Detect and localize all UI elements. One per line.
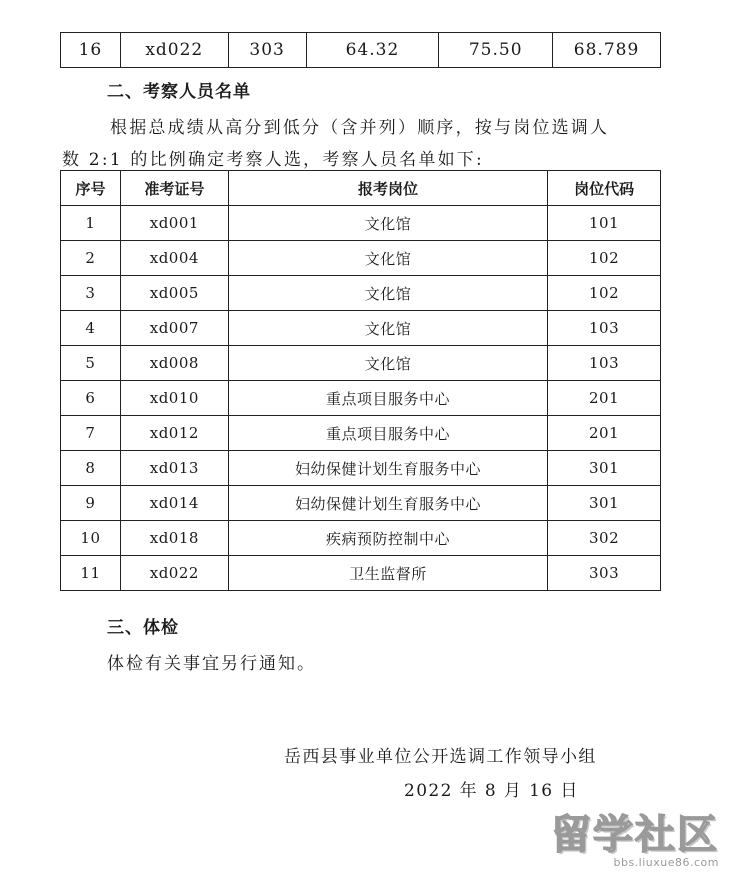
cell-exam-id: xd007	[120, 311, 228, 346]
cell-exam-id: xd005	[120, 276, 228, 311]
cell-position: 妇幼保健计划生育服务中心	[228, 486, 547, 521]
cell-total: 68.789	[553, 33, 661, 68]
cell-post-code: 303	[548, 556, 661, 591]
table-row	[61, 241, 661, 276]
cell-post-code: 103	[548, 311, 661, 346]
cell-position: 文化馆	[228, 206, 547, 241]
section2-heading: 二、考察人员名单	[107, 82, 251, 102]
cell-seq: 2	[61, 241, 121, 276]
footer-org: 岳西县事业单位公开选调工作领导小组	[284, 747, 597, 767]
cell-exam-id: xd008	[120, 346, 228, 381]
watermark-url: bbs.liuxue86.com	[613, 856, 719, 869]
watermark-logo: 留学社区	[551, 812, 719, 858]
cell-post-code: 103	[548, 346, 661, 381]
cell-post-code: 302	[548, 521, 661, 556]
cell-exam-id: xd022	[120, 33, 228, 68]
cell-position: 文化馆	[228, 241, 547, 276]
cell-rank: 16	[61, 33, 121, 68]
cell-exam-id: xd014	[120, 486, 228, 521]
footer-date: 2022 年 8 月 16 日	[404, 781, 579, 801]
table-row	[61, 486, 661, 521]
cell-post-code: 303	[228, 33, 306, 68]
cell-exam-id: xd012	[120, 416, 228, 451]
cell-post-code: 201	[548, 416, 661, 451]
col-header-exam-id: 准考证号	[120, 171, 228, 206]
cell-position: 文化馆	[228, 276, 547, 311]
cell-exam-id: xd010	[120, 381, 228, 416]
watermark	[551, 803, 719, 869]
table-row	[61, 451, 661, 486]
table-header-row	[61, 171, 661, 206]
cell-post-code: 102	[548, 241, 661, 276]
cell-seq: 4	[61, 311, 121, 346]
cell-seq: 3	[61, 276, 121, 311]
cell-seq: 10	[61, 521, 121, 556]
cell-score: 75.50	[439, 33, 553, 68]
col-header-post-code: 岗位代码	[548, 171, 661, 206]
cell-seq: 1	[61, 206, 121, 241]
cell-position: 疾病预防控制中心	[228, 521, 547, 556]
cell-exam-id: xd004	[120, 241, 228, 276]
cell-position: 重点项目服务中心	[228, 381, 547, 416]
cell-exam-id: xd022	[120, 556, 228, 591]
cell-seq: 11	[61, 556, 121, 591]
table-row	[61, 556, 661, 591]
cell-post-code: 301	[548, 451, 661, 486]
cell-seq: 5	[61, 346, 121, 381]
table-row	[61, 206, 661, 241]
cell-score: 64.32	[306, 33, 439, 68]
section3-para: 体检有关事宜另行通知。	[107, 654, 316, 674]
cell-seq: 6	[61, 381, 121, 416]
cell-position: 文化馆	[228, 346, 547, 381]
cell-seq: 7	[61, 416, 121, 451]
col-header-position: 报考岗位	[228, 171, 547, 206]
cell-post-code: 201	[548, 381, 661, 416]
table-body	[61, 206, 661, 591]
table-row	[61, 381, 661, 416]
col-header-seq: 序号	[61, 171, 121, 206]
cell-exam-id: xd013	[120, 451, 228, 486]
section3-heading: 三、体检	[107, 618, 179, 638]
cell-post-code: 101	[548, 206, 661, 241]
cell-exam-id: xd001	[120, 206, 228, 241]
score-table-last-row	[60, 32, 661, 68]
cell-exam-id: xd018	[120, 521, 228, 556]
table-row	[61, 33, 661, 68]
inspection-list-table	[60, 170, 661, 591]
cell-post-code: 301	[548, 486, 661, 521]
table-row	[61, 276, 661, 311]
table-row	[61, 416, 661, 451]
table-row	[61, 346, 661, 381]
cell-position: 卫生监督所	[228, 556, 547, 591]
table-row	[61, 521, 661, 556]
table-row	[61, 311, 661, 346]
cell-position: 妇幼保健计划生育服务中心	[228, 451, 547, 486]
cell-seq: 9	[61, 486, 121, 521]
cell-position: 文化馆	[228, 311, 547, 346]
section2-para-line2: 数 2:1 的比例确定考察人选，考察人员名单如下:	[62, 150, 484, 170]
cell-position: 重点项目服务中心	[228, 416, 547, 451]
cell-seq: 8	[61, 451, 121, 486]
cell-post-code: 102	[548, 276, 661, 311]
section2-para-line1: 根据总成绩从高分到低分（含并列）顺序，按与岗位选调人	[110, 118, 610, 138]
